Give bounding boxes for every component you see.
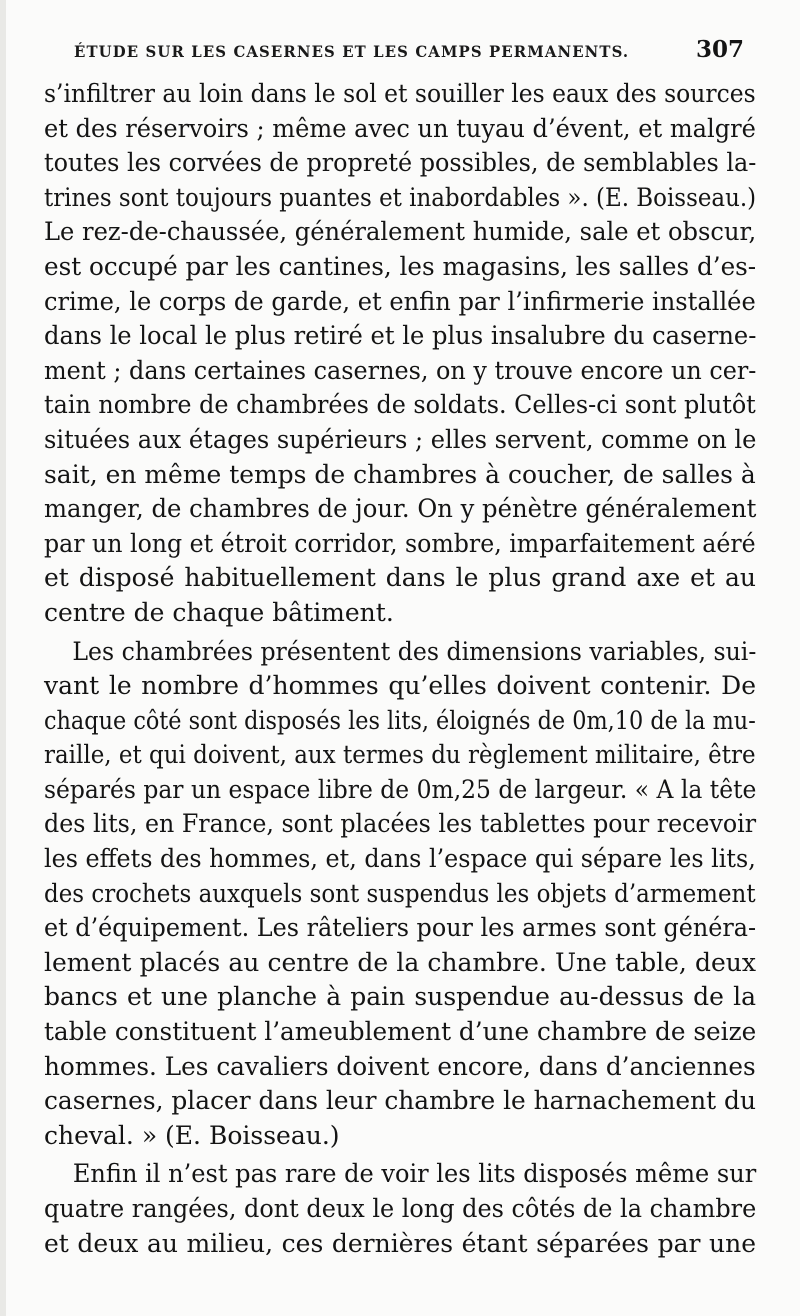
text-line: est occupé par les cantines, les magasins, les salles d’es- bbox=[44, 251, 757, 281]
text-line: toutes les corvées de propreté possibles, de semblables la- bbox=[44, 148, 757, 178]
text-line: centre de chaque bâtiment. bbox=[44, 597, 394, 627]
text-line: raille, et qui doivent, aux termes du règlement militaire, être bbox=[44, 740, 756, 770]
page-number: 307 bbox=[695, 36, 744, 63]
running-head bbox=[74, 36, 744, 66]
text-line: et deux au milieu, ces dernières étant séparées par une bbox=[44, 1228, 756, 1258]
text-line: Le rez-de-chaussée, généralement humide, sale et obscur, bbox=[44, 217, 757, 247]
text-line: cheval. » (E. Boisseau.) bbox=[44, 1120, 340, 1150]
text-line: casernes, placer dans leur chambre le harnachement du bbox=[44, 1086, 756, 1116]
text-line: s’infiltrer au loin dans le sol et souiller les eaux des sources bbox=[44, 79, 756, 108]
text-line: séparés par un espace libre de 0m,25 de largeur. « A la tête bbox=[44, 774, 757, 804]
text-line: manger, de chambres de jour. On y pénètre généralement bbox=[44, 494, 757, 524]
text-line: dans le local le plus retiré et le plus insalubre du caserne- bbox=[44, 321, 757, 351]
body-text bbox=[44, 77, 756, 1261]
text-line: tain nombre de chambrées de soldats. Celles-ci sont plutôt bbox=[44, 390, 756, 420]
text-line: situées aux étages supérieurs ; elles servent, comme on le bbox=[44, 424, 757, 454]
text-line: hommes. Les cavaliers doivent encore, dans d’anciennes bbox=[44, 1051, 756, 1081]
text-line: ment ; dans certaines casernes, on y trouve encore un cer- bbox=[44, 355, 757, 385]
text-line: et des réservoirs ; même avec un tuyau d’évent, et malgré bbox=[44, 113, 756, 143]
paragraph-3 bbox=[44, 1157, 756, 1261]
text-line: bancs et une planche à pain suspendue au-dessus de la bbox=[44, 982, 756, 1012]
page-edge bbox=[0, 0, 6, 1316]
text-line: Enfin il n’est pas rare de voir les lits disposés même sur bbox=[72, 1159, 757, 1189]
text-line: par un long et étroit corridor, sombre, imparfaitement aéré bbox=[44, 528, 756, 558]
paragraph-2 bbox=[44, 635, 756, 1154]
text-line: des crochets auxquels sont suspendus les objets d’armement bbox=[44, 878, 756, 908]
text-line: Les chambrées présentent des dimensions variables, sui- bbox=[72, 636, 757, 666]
text-line: crime, le corps de garde, et enfin par l’infirmerie installée bbox=[44, 286, 756, 316]
text-line: et d’équipement. Les râteliers pour les armes sont généra- bbox=[44, 913, 757, 943]
paragraph-1 bbox=[44, 77, 756, 631]
text-line: quatre rangées, dont deux le long des côtés de la chambre bbox=[44, 1194, 757, 1223]
text-line: chaque côté sont disposés les lits, éloignés de 0m,10 de la mu- bbox=[44, 705, 756, 735]
text-line: des lits, en France, sont placées les tablettes pour recevoir bbox=[44, 809, 757, 839]
text-line: lement placés au centre de la chambre. Une table, deux bbox=[44, 947, 756, 977]
text-line: trines sont toujours puantes et inabordables ». (E. Boisseau.) bbox=[44, 182, 757, 212]
text-line: table constituent l’ameublement d’une chambre de seize bbox=[44, 1017, 757, 1047]
text-line: sait, en même temps de chambres à coucher, de salles à bbox=[44, 459, 756, 489]
text-line: vant le nombre d’hommes qu’elles doivent contenir. De bbox=[44, 671, 756, 701]
text-line: les effets des hommes, et, dans l’espace qui sépare les lits, bbox=[44, 844, 756, 874]
running-title: ÉTUDE SUR LES CASERNES ET LES CAMPS PERMANENTS. bbox=[74, 42, 630, 61]
text-line: et disposé habituellement dans le plus grand axe et au bbox=[44, 563, 756, 593]
